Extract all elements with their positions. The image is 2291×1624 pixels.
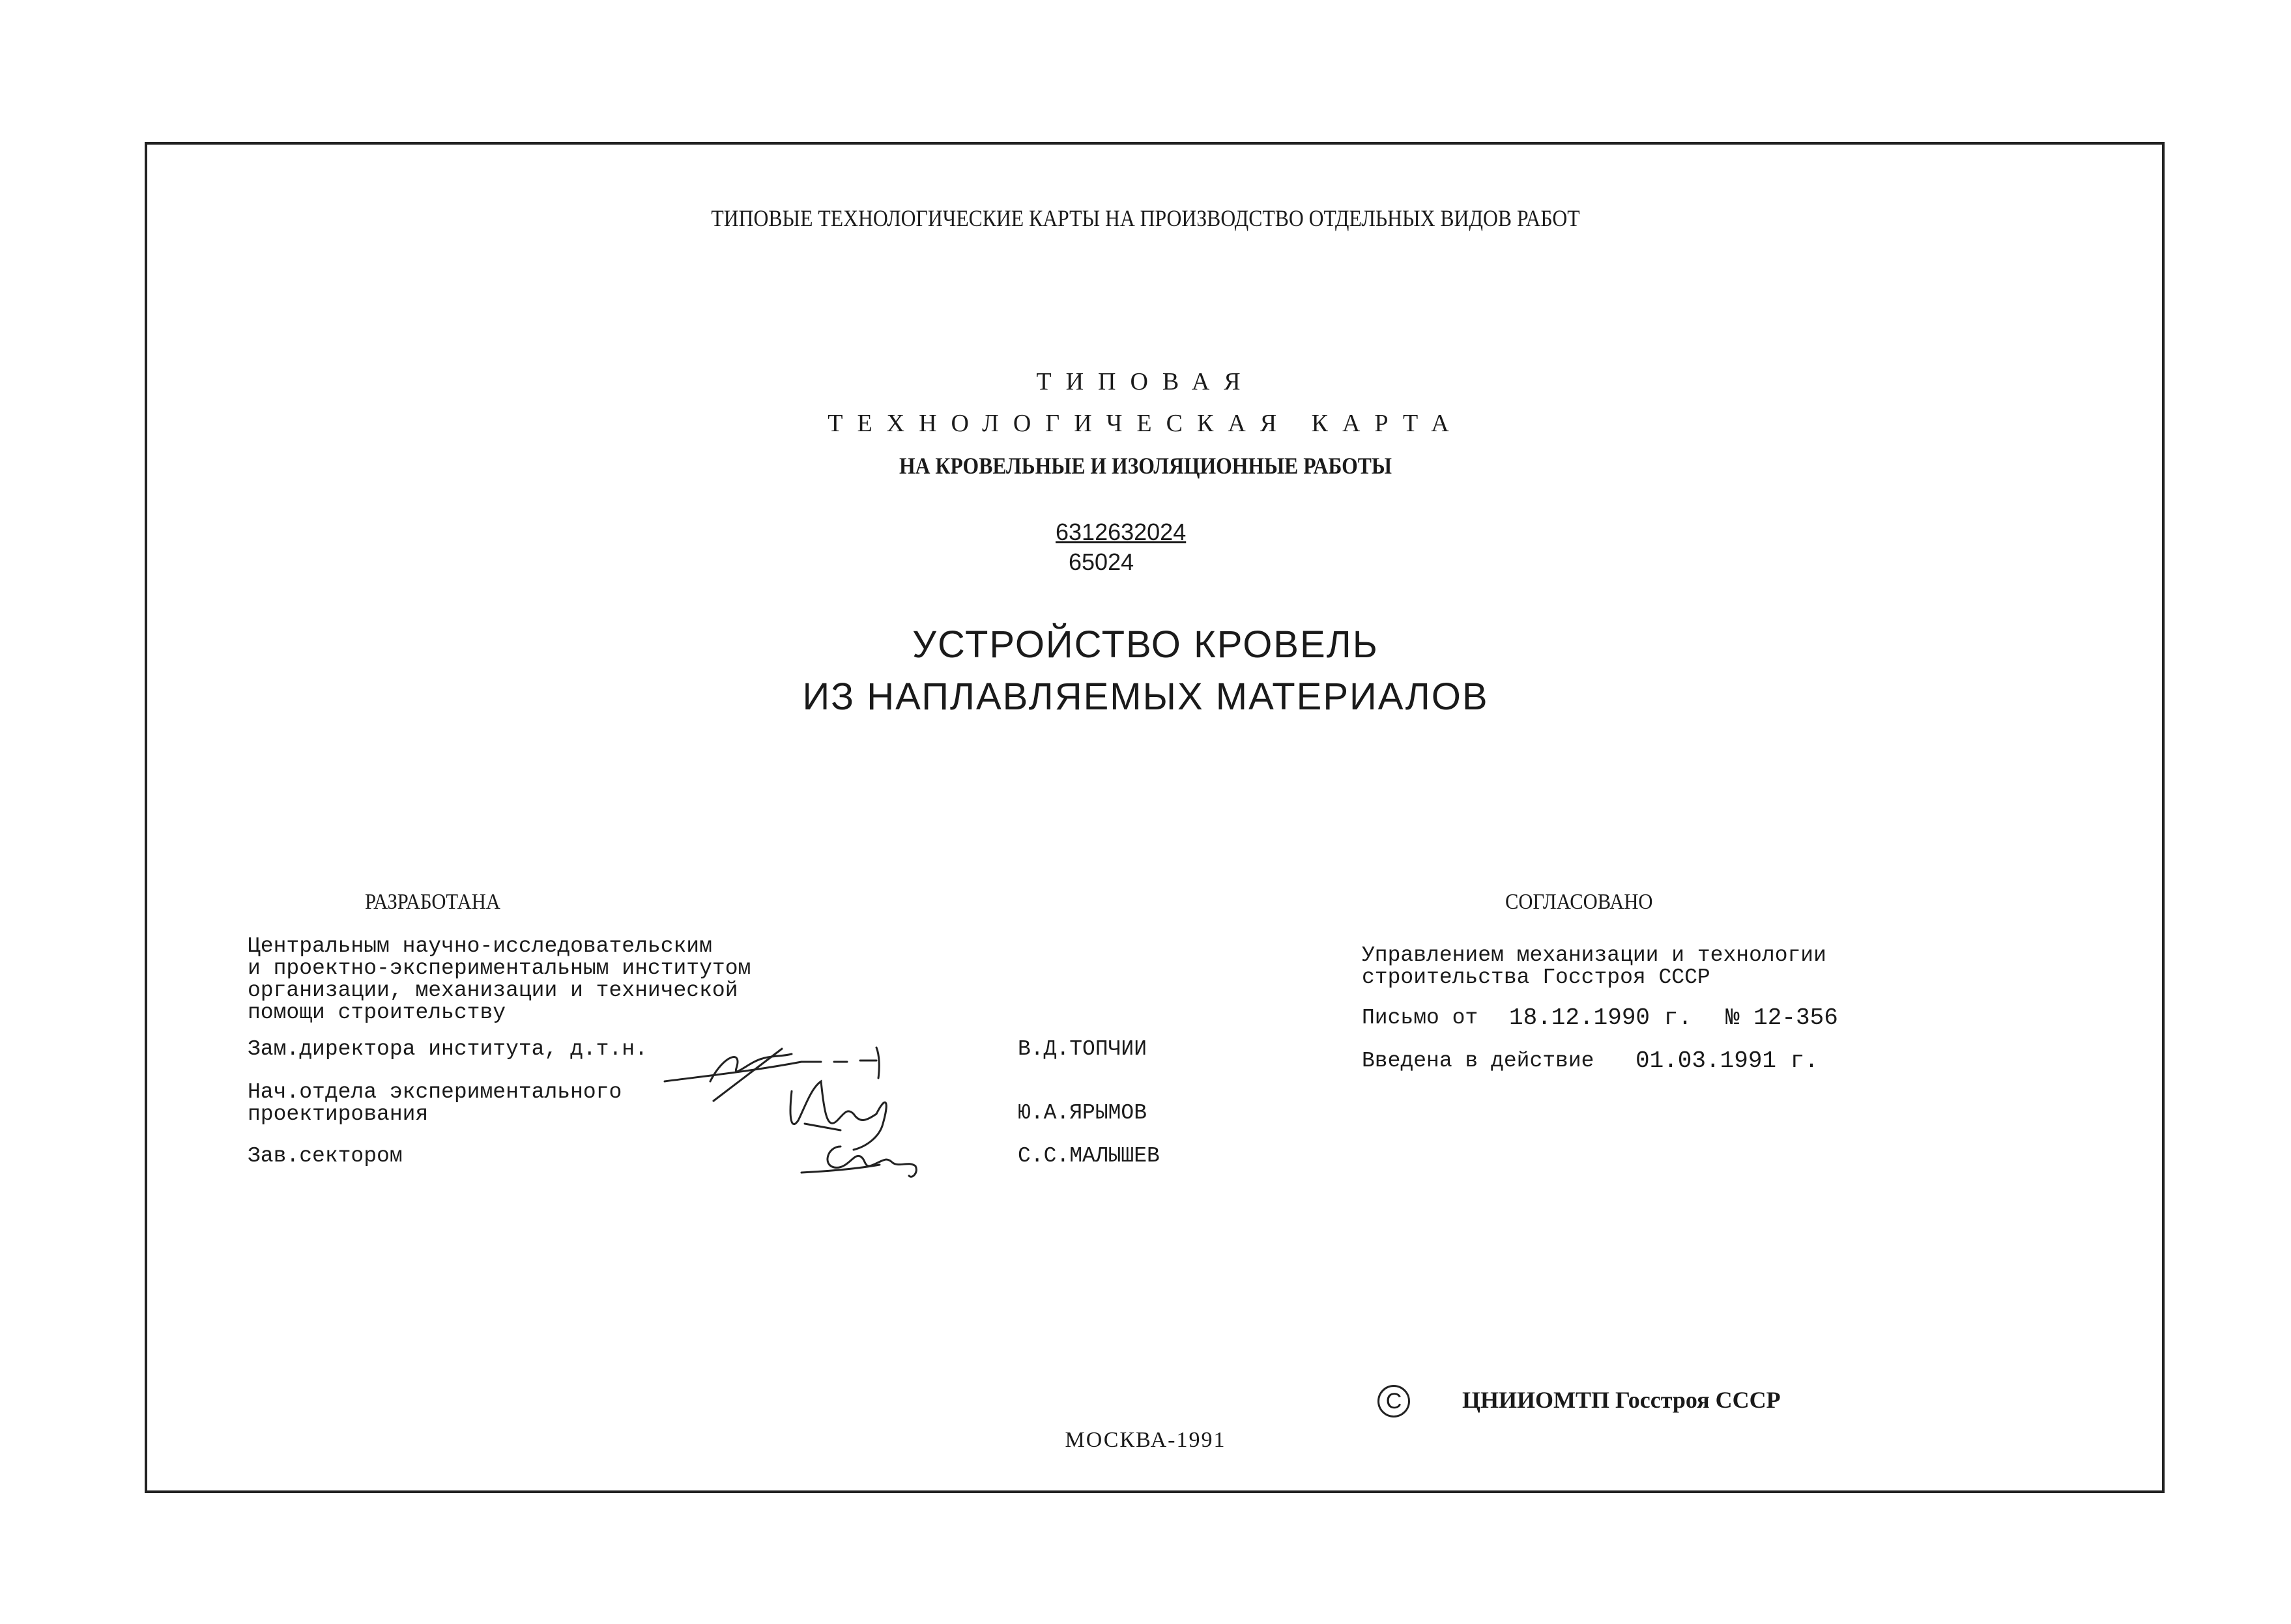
publisher: ЦНИИОМТП Госстроя СССР	[1462, 1387, 1781, 1413]
doc-code-main: 6312632024	[1056, 519, 1187, 545]
doc-type-line1: ТИПОВАЯ	[1036, 368, 1255, 395]
doc-type-line2: ТЕХНОЛОГИЧЕСКАЯ КАРТА	[828, 410, 1463, 437]
agreed-org	[1362, 945, 1826, 989]
signature-dash	[801, 1061, 876, 1062]
signature-stroke-3	[876, 1047, 879, 1078]
developer-org-line: организации, механизации и технической	[248, 978, 738, 1003]
developed-heading: РАЗРАБОТАНА	[365, 890, 500, 914]
series-title: ТИПОВЫЕ ТЕХНОЛОГИЧЕСКИЕ КАРТЫ НА ПРОИЗВОДСТВО ОТДЕЛЬНЫХ ВИДОВ РАБОТ	[711, 205, 1580, 231]
effective-date: 01.03.1991 г.	[1635, 1047, 1819, 1074]
title-line1: УСТРОЙСТВО КРОВЕЛЬ	[912, 623, 1379, 666]
doc-code-sub: 65024	[1069, 548, 1134, 575]
agreed-letter-date: 18.12.1990 г.	[1509, 1004, 1692, 1031]
signer-2-position	[248, 1081, 622, 1126]
page-frame	[145, 142, 2165, 1493]
agreed-letter-number: № 12-356	[1725, 1004, 1838, 1031]
handwritten-signatures	[652, 1016, 964, 1192]
signature-stroke-6	[805, 1124, 841, 1130]
signer-3-position: Зав.сектором	[248, 1144, 403, 1168]
signature-stroke-2	[710, 1054, 792, 1081]
signature-stroke-4	[713, 1049, 782, 1101]
developer-org-line: и проектно-экспериментальным институтом	[248, 956, 751, 980]
signer-3-name: С.С.МАЛЫШЕВ	[1018, 1144, 1160, 1168]
signer-2-position-line1: Нач.отдела экспериментального	[248, 1080, 622, 1104]
title-line2: ИЗ НАПЛАВЛЯЕМЫХ МАТЕРИАЛОВ	[802, 676, 1489, 718]
signer-1-name: В.Д.ТОПЧИИ	[1018, 1037, 1147, 1061]
doc-main-title	[0, 619, 2291, 723]
signer-2-position-line2: проектирования	[248, 1102, 429, 1126]
agreed-org-line2: строительства Госстроя СССР	[1362, 965, 1710, 990]
agreed-org-line1: Управлением механизации и технологии	[1362, 943, 1826, 967]
signer-1-position: Зам.директора института, д.т.н.	[248, 1037, 648, 1061]
developer-org-line: помощи строительству	[248, 1001, 506, 1025]
doc-subject: НА КРОВЕЛЬНЫЕ И ИЗОЛЯЦИОННЫЕ РАБОТЫ	[899, 453, 1392, 479]
developer-org-line: Центральным научно-исследовательским	[248, 934, 712, 958]
signer-2-name: Ю.А.ЯРЫМОВ	[1018, 1101, 1147, 1125]
effective-label: Введена в действие	[1362, 1049, 1594, 1073]
signature-stroke-8	[828, 1147, 916, 1176]
developer-org	[248, 935, 751, 1024]
copyright-icon: C	[1377, 1385, 1410, 1417]
agreed-heading: СОГЛАСОВАНО	[1505, 890, 1653, 914]
agreed-letter-label: Письмо от	[1362, 1006, 1478, 1030]
signature-stroke-1	[665, 1062, 801, 1081]
signature-stroke-5	[790, 1081, 886, 1150]
city-year: МОСКВА-1991	[1065, 1428, 1226, 1452]
